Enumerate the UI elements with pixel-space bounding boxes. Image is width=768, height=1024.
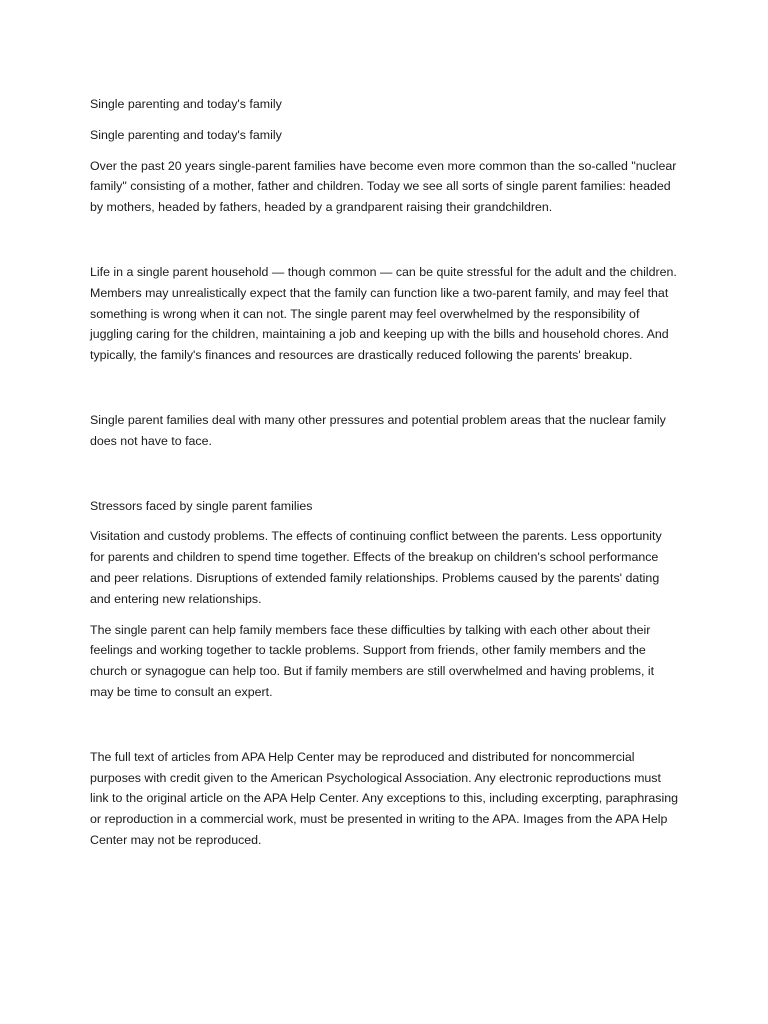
paragraph-intro: Over the past 20 years single-parent families have become even more common than the so-called "nuclear family" consisting of a mother, father and children. Today we see all sorts of single parent families: headed by mothers, headed by fathers, headed by a grandparent raising their grandchildren. [90,158,677,215]
document-title: Single parenting and today's family [90,97,282,111]
paragraph-household-stress: Life in a single parent household — though common — can be quite stressful for the adult and the children. Members may unrealistically expect that the family can function like a two-parent family, and may feel that something is wrong when it can not. The single parent may feel overwhelmed by the responsibility of juggling caring for the children, maintaining a job and keeping up with the bills and household chores. And typically, the family's finances and resources are drastically reduced following the parents' breakup. [90,264,677,363]
section-heading-stressors: Stressors faced by single parent families [90,498,313,513]
paragraph-copyright-notice: The full text of articles from APA Help Center may be reproduced and distributed for noncommercial purposes with credit given to the American Psychological Association. Any electronic reproductions must link to the original article on the APA Help Center. Any exceptions to this, including excerpting, paraphrasing or reproduction in a commercial work, must be presented in writing to the APA. Images from the APA Help Center may not be reproduced. [90,749,678,847]
document-page [90,94,678,851]
paragraph-stressors-list: Visitation and custody problems. The effects of continuing conflict between the parents. Less opportunity for parents and children to spend time together. Effects of the breakup on children's school performance and peer relations. Disruptions of extended family relationships. Problems caused by the parents' dating and entering new relationships. [90,529,662,606]
paragraph-pressures: Single parent families deal with many other pressures and potential problem areas that the nuclear family does not have to face. [90,412,666,448]
document-subtitle: Single parenting and today's family [90,127,282,142]
paragraph-help: The single parent can help family members face these difficulties by talking with each other about their feelings and working together to tackle problems. Support from friends, other family members and the church or synagogue can help too. But if family members are still overwhelmed and having problems, it may be time to consult an expert. [90,622,655,699]
